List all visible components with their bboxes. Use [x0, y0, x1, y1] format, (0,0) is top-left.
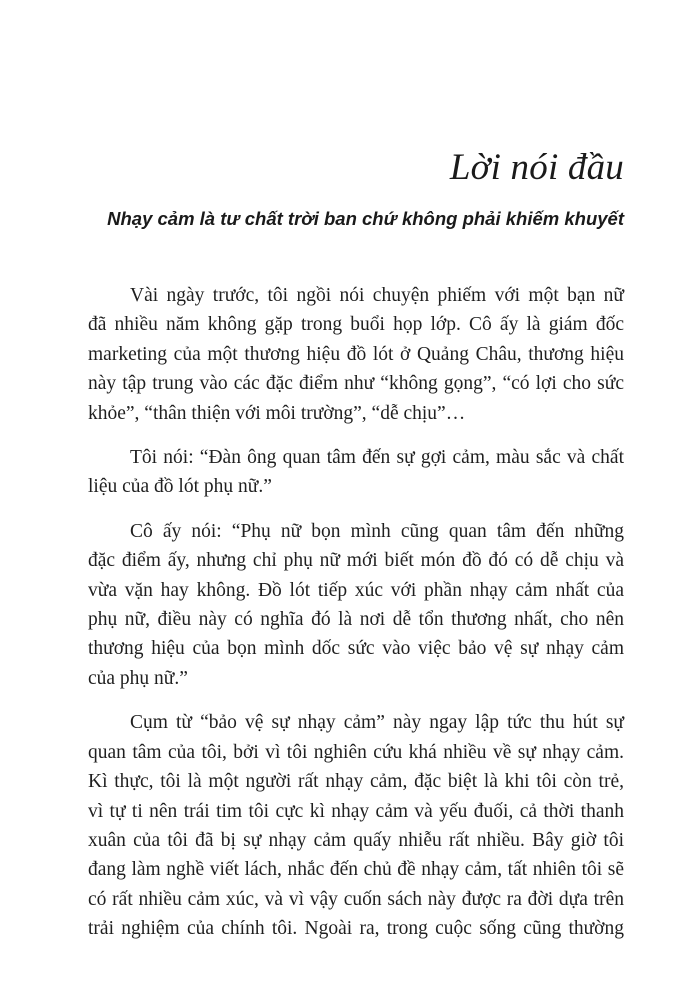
page-subtitle: Nhạy cảm là tư chất trời ban chứ không phải khiếm khuyết	[107, 208, 624, 229]
text-line: phụ nữ, điều này có nghĩa đó là nơi dễ tổn thương nhất, cho nên	[88, 609, 624, 631]
text-line: thương hiệu của bọn mình dốc sức vào việc bảo vệ sự nhạy cảm	[88, 638, 624, 660]
paragraph	[88, 517, 624, 693]
text-line: vừa vặn hay không. Đồ lót tiếp xúc với phần nhạy cảm nhất của	[88, 579, 624, 601]
body-text	[88, 281, 624, 959]
text-line: Tôi nói: “Đàn ông quan tâm đến sự gợi cảm, màu sắc và chất	[130, 447, 624, 469]
text-line: khỏe”, “thân thiện với môi trường”, “dễ chịu”…	[88, 402, 466, 424]
text-line: đang làm nghề viết lách, nhắc đến chủ đề nhạy cảm, tất nhiên tôi sẽ	[88, 859, 624, 881]
text-line: marketing của một thương hiệu đồ lót ở Quảng Châu, thương hiệu	[88, 343, 624, 365]
text-line: Cụm từ “bảo vệ sự nhạy cảm” này ngay lập tức thu hút sự	[130, 712, 624, 734]
paragraph	[88, 708, 624, 943]
text-line: của phụ nữ.”	[88, 667, 188, 689]
text-line: quan tâm của tôi, bởi vì tôi nghiên cứu khá nhiều về sự nhạy cảm.	[88, 741, 624, 763]
text-line: này tập trung vào các đặc điểm như “không gọng”, “có lợi cho sức	[88, 373, 624, 395]
text-line: Cô ấy nói: “Phụ nữ bọn mình cũng quan tâm đến những	[130, 520, 624, 542]
text-line: liệu của đồ lót phụ nữ.”	[88, 476, 272, 498]
text-line: đã nhiều năm không gặp trong buổi họp lớp. Cô ấy là giám đốc	[88, 314, 624, 336]
text-line: có rất nhiều cảm xúc, và vì vậy cuốn sách này được ra đời dựa trên	[88, 888, 624, 910]
text-line: Kì thực, tôi là một người rất nhạy cảm, đặc biệt là khi tôi còn trẻ,	[88, 771, 624, 793]
page-title: Lời nói đầu	[449, 147, 624, 188]
paragraph	[88, 281, 624, 428]
text-line: xuân của tôi đã bị sự nhạy cảm quấy nhiễu rất nhiều. Bây giờ tôi	[88, 829, 624, 851]
text-line: vì tự ti nên trái tim tôi cực kì nhạy cảm và yếu đuối, cả thời thanh	[88, 800, 624, 822]
text-line: Vài ngày trước, tôi ngồi nói chuyện phiếm với một bạn nữ	[130, 285, 624, 306]
text-line: đặc điểm ấy, nhưng chỉ phụ nữ mới biết món đồ đó có dễ chịu và	[88, 550, 624, 572]
paragraph	[88, 443, 624, 502]
text-line: trải nghiệm của chính tôi. Ngoài ra, trong cuộc sống cũng thường	[88, 918, 624, 940]
